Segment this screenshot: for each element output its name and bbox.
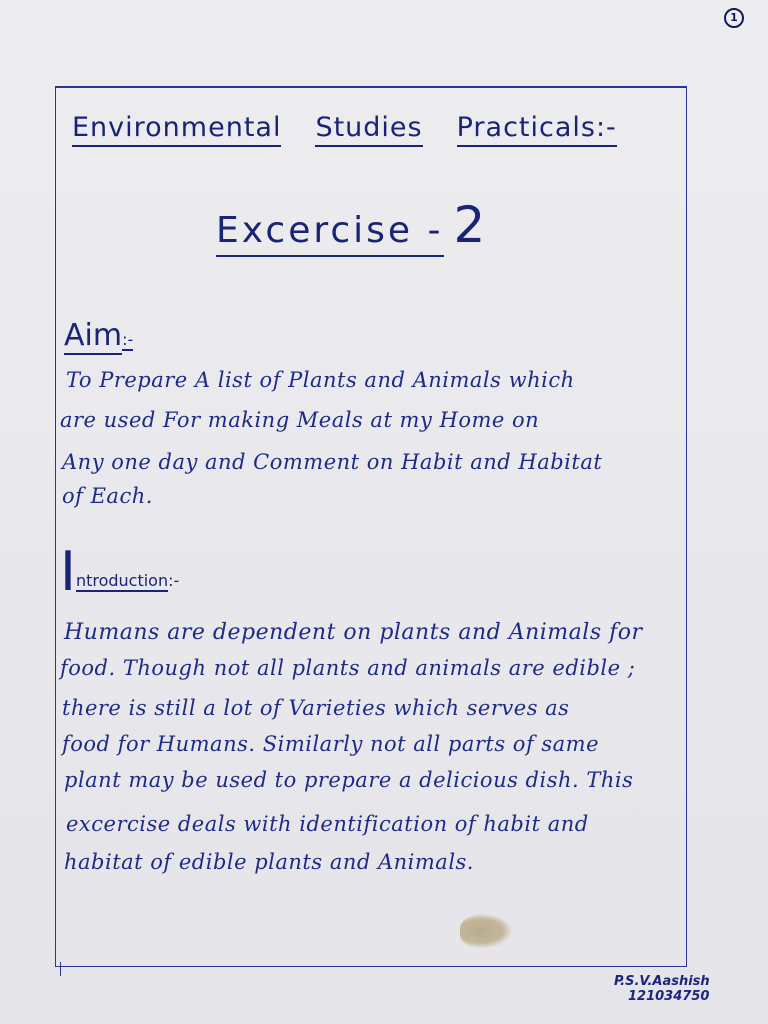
paper-stain: [460, 914, 512, 948]
student-signature: [614, 974, 710, 1004]
border-tick: [60, 962, 61, 976]
intro-line-1: Humans are dependent on plants and Animals for: [64, 620, 643, 645]
aim-line-3: Any one day and Comment on Habit and Habitat: [62, 450, 603, 474]
exercise-heading: [216, 196, 488, 254]
aim-line-4: of Each.: [62, 484, 153, 508]
exercise-label: Excercise -: [216, 210, 444, 257]
student-id: 121034750: [628, 989, 710, 1004]
aim-heading: [64, 318, 133, 353]
introduction-heading-initial: I: [60, 540, 76, 603]
aim-line-1: To Prepare A list of Plants and Animals which: [66, 368, 575, 392]
intro-line-6: excercise deals with identification of habit and: [66, 812, 589, 836]
intro-line-3: there is still a lot of Varieties which serves as: [62, 696, 570, 720]
intro-line-7: habitat of edible plants and Animals.: [64, 850, 474, 874]
exercise-number: 2: [453, 196, 489, 254]
intro-line-5: plant may be used to prepare a delicious dish. This: [64, 768, 634, 792]
introduction-heading-text: ntroduction: [75, 571, 169, 590]
introduction-heading: [60, 540, 179, 603]
introduction-heading-suffix: :-: [168, 571, 180, 590]
document-title: [72, 112, 651, 143]
page-number: 1: [724, 8, 744, 28]
aim-heading-text: Aim: [64, 318, 123, 353]
title-word-practicals: Practicals:-: [457, 112, 617, 147]
title-word-studies: Studies: [315, 112, 422, 147]
aim-heading-suffix: :-: [122, 330, 134, 349]
title-word-environmental: Environmental: [72, 112, 281, 147]
student-name: P.S.V.Aashish: [614, 974, 710, 989]
intro-line-2: food. Though not all plants and animals are edible ;: [60, 656, 636, 680]
intro-line-4: food for Humans. Similarly not all parts of same: [62, 732, 600, 756]
aim-line-2: are used For making Meals at my Home on: [60, 408, 540, 432]
